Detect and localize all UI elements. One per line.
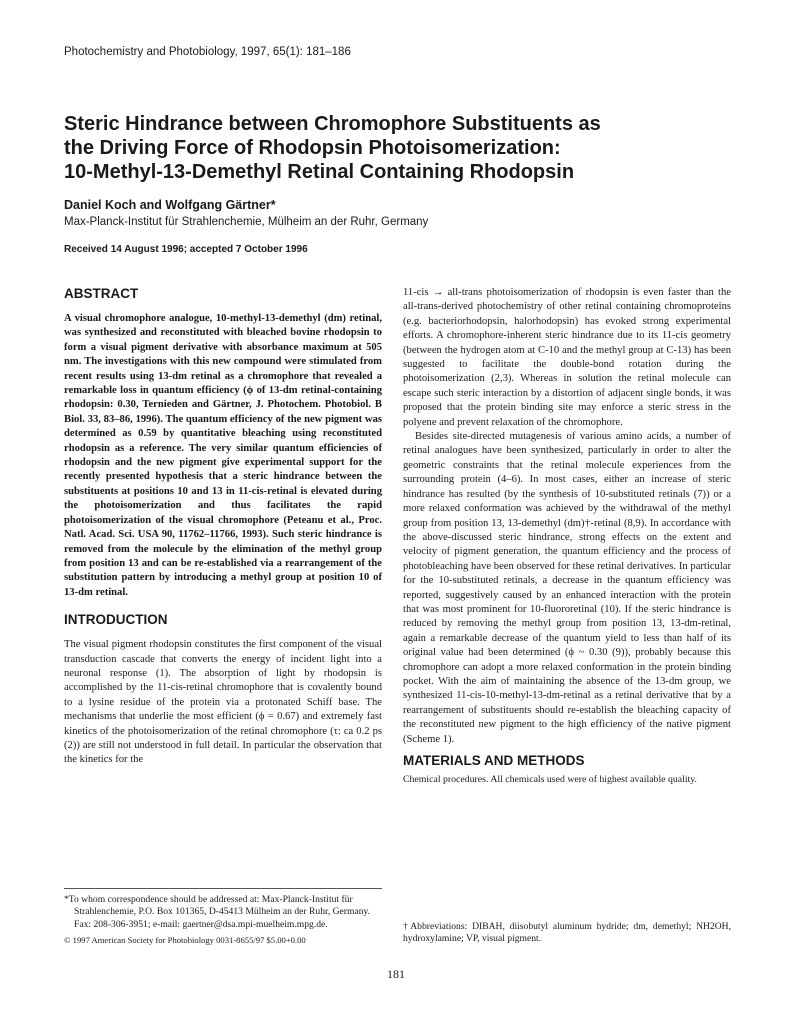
introduction-paragraph: The visual pigment rhodopsin constitutes the first component of the visual transduction cascade that converts the energy of incident light into a neuronal response (1). The absorption of light by rhodopsin is accomplished by the 11-cis-retinal chromophore that is covalently bound to a lysine residue of the protein via a protonated Schiff base. The mechanisms that underlie the most efficient (ϕ = 0.67) and extremely fast kinetics of the photoisomerization of the retinal chromophore (τ: ca 0.2 ps (2)) are still not understood in full detail. In particular the observation that the kinetics for the	[64, 639, 382, 766]
page-number: 181	[387, 967, 405, 981]
affiliation: Max-Planck-Institut für Strahlenchemie, Mülheim an der Ruhr, Germany	[64, 216, 429, 228]
title-line: Steric Hindrance between Chromophore Substituents as	[64, 113, 601, 135]
introduction-paragraph-continued: 11-cis → all-trans photoisomerization of rhodopsin is even faster than the all-trans-derived photochemistry of other retinal containing chromoproteins (e.g. bacteriorhodopsin, halorhodopsin) has evoked strong experimental efforts. A chromophore-inherent steric hindrance due to its 11-cis geometry (between the hydrogen atom at C-10 and the methyl group at C-13) has been suggested to facilitate the double-bond rotation during the photoisomerization (2,3). Whereas in solution the retinal molecule can escape such steric interaction by a distortion of adjacent single bonds, it was proposed that the protein binding site may enforce a steric stress in the polyene and prevent relaxation of the chromophore.	[403, 287, 731, 428]
introduction-paragraph: Besides site-directed mutagenesis of various amino acids, a number of retinal analogues have been synthesized, particularly in order to alter the geometric constraints that the retinal molecule experiences from the surrounding protein (4–6). In most cases, either an increase of steric hindrance has resulted (by the synthesis of 10-substituted retinals (7)) or a more relaxed conformation was achieved by the withdrawal of the methyl group from position 13, 13-demethyl (dm)†-retinal (8,9). In accordance with the above-discussed steric hindrance, strong effects on the extent and velocity of pigment generation, the quantum efficiency and the process of photobleaching have been observed for these retinal derivatives. In particular for the 10-substituted retinals, a decrease in the quantum efficiency was reported, suggestively caused by an enhanced interaction with the protein that was most prominent for 10-fluororetinal (10). If the steric hindrance is reduced by removing the methyl group from position 13, 13-dm-retinal, again a remarkable decrease of the quantum yield to less than half of its original value had been determined (ϕ ~ 0.30 (9)), probably because this chromophore can adopt a more relaxed conformation in the protein binding pocket. With the aim of maintaining the absence of the 13-dm group, we synthesized 11-cis-10-methyl-13-dm-retinal as a retinal derivative that by a rearrangement of substituents should re-establish the bleaching capacity of the reconstituted new pigment to the high efficiency of the native pigment (Scheme 1).	[403, 431, 731, 745]
abbreviations-note: †Abbreviations: DIBAH, diisobutyl aluminum hydride; dm, demethyl; NH2OH, hydroxylamine; VP, visual pigment.	[403, 921, 731, 945]
abstract-heading: ABSTRACT	[64, 286, 139, 301]
left-column	[64, 286, 382, 768]
right-column	[403, 286, 731, 787]
received-dates: Received 14 August 1996; accepted 7 October 1996	[64, 244, 308, 255]
methods-text: Chemical procedures. All chemicals used were of highest available quality.	[403, 774, 697, 785]
introduction-heading: INTRODUCTION	[64, 612, 168, 628]
journal-citation: Photochemistry and Photobiology, 1997, 65(1): 181–186	[64, 46, 351, 58]
abbreviations-footnote	[403, 921, 731, 946]
correspondence-footnote	[64, 888, 382, 947]
correspondence-note: *To whom correspondence should be addressed at: Max-Planck-Institut für Strahlenchemie, P.O. Box 101365, D-45413 Mülheim an der Ruhr, Germany. Fax: 208-306-3951; e-mail: gaertner@dsa.mpi-muelheim.mpg.de.	[64, 894, 371, 930]
title-line: 10-Methyl-13-Demethyl Retinal Containing Rhodopsin	[64, 161, 575, 183]
title-line: the Driving Force of Rhodopsin Photoisomerization:	[64, 137, 561, 159]
copyright-line: © 1997 American Society for Photobiology 0031-8655/97 $5.00+0.00	[64, 935, 306, 946]
article-title	[64, 112, 724, 184]
methods-heading: MATERIALS AND METHODS	[403, 753, 585, 768]
abstract-text: A visual chromophore analogue, 10-methyl-13-demethyl (dm) retinal, was synthesized and reconstituted with bleached bovine rhodopsin to form a visual pigment derivative with absorbance maximum at 505 nm. The investigations with this new compound were stimulated from recent results using 13-dm retinal as a chromophore that revealed a remarkable loss in quantum efficiency (ϕ of 13-dm retinal-containing rhodopsin: 0.30, Ternieden and Gärtner, J. Photochem. Photobiol. B Biol. 33, 83–86, 1996). The quantum efficiency of the new pigment was determined as 0.59 by quantitative bleaching using reconstituted rhodopsin as a reference. The very similar quantum efficiencies of rhodopsin and the new pigment give experimental support for the recently presented hypothesis that a steric hindrance between the substituents at positions 10 and 13 in 11-cis-retinal is elevated during the photoisomerization and thus facilitates the rapid photoisomerization of the visual chromophore (Peteanu et al., Proc. Natl. Acad. Sci. USA 90, 11762–11766, 1993). Such steric hindrance is removed from the molecule by the elimination of the methyl group from position 13 and can be re-established via a rearrangement of the substitution pattern by introducing a methyl group at position 10 of 13-dm retinal.	[64, 313, 382, 598]
authors: Daniel Koch and Wolfgang Gärtner*	[64, 198, 276, 212]
